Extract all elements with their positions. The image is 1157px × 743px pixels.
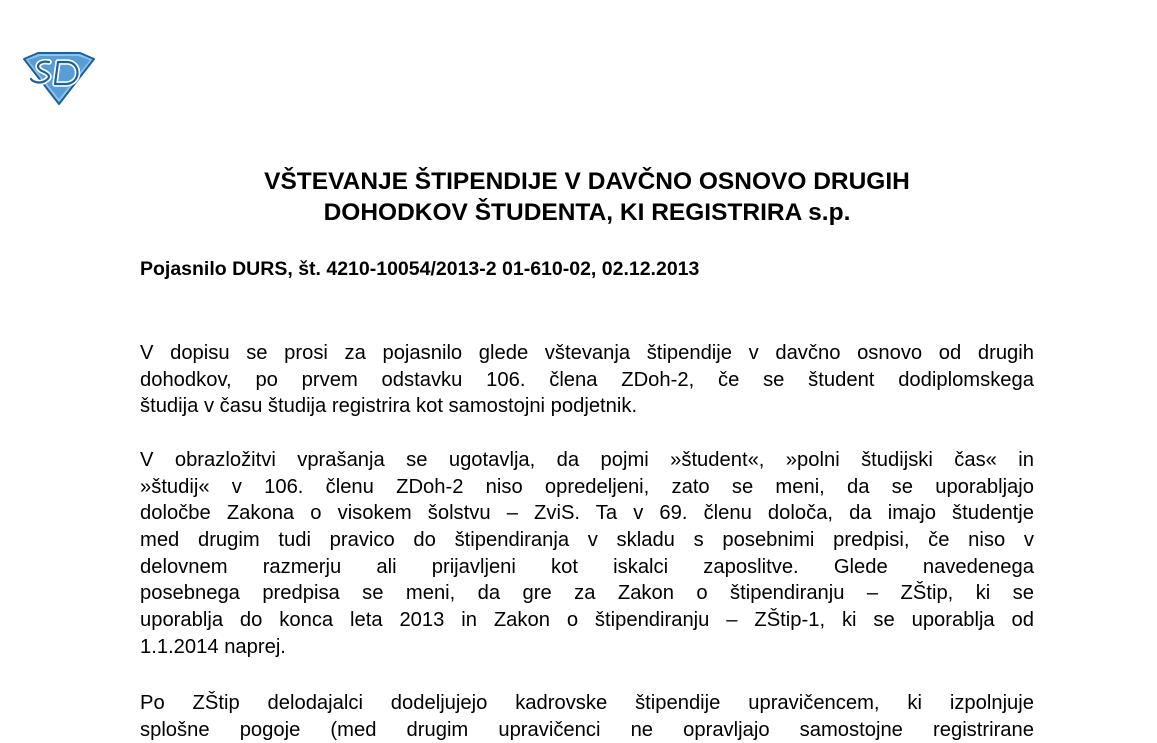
text-line: določbe Zakona o visokem šolstvu – ZviS. Ta v 69. členu določa, da imajo študentje: [140, 502, 1034, 525]
text-line: Po ZŠtip delodajalci dodeljujejo kadrovske štipendije upravičencem, ki izpolnjuje: [140, 692, 1034, 714]
text-line: uporablja do konca leta 2013 in Zakon o štipendiranju – ZŠtip-1, ki se uporablja od: [140, 609, 1034, 632]
title-line: VŠTEVANJE ŠTIPENDIJE V DAVČNO OSNOVO DRUGIH: [264, 168, 910, 195]
paragraph-3: [140, 690, 1034, 743]
text-line: V obrazložitvi vprašanja se ugotavlja, da pojmi »študent«, »polni študijski čas« in: [140, 449, 1034, 471]
document-title: [140, 166, 1034, 228]
text-line: splošne pogoje (med drugim upravičenci ne opravljajo samostojne registrirane: [140, 718, 1034, 741]
document-reference: Pojasnilo DURS, št. 4210-10054/2013-2 01-610-02, 02.12.2013: [140, 258, 700, 280]
paragraph-1: [140, 340, 1034, 420]
text-line: 1.1.2014 naprej.: [140, 635, 286, 658]
paragraph-2: [140, 447, 1034, 661]
text-line: V dopisu se prosi za pojasnilo glede vštevanja štipendije v davčno osnovo od drugih: [140, 342, 1034, 364]
text-line: posebnega predpisa se meni, da gre za Zakon o štipendiranju – ZŠtip, ki se: [140, 582, 1034, 605]
text-line: študija v času študija registrira kot samostojni podjetnik.: [140, 395, 638, 418]
text-line: med drugim tudi pravico do štipendiranja v skladu s posebnimi predpisi, če niso v: [140, 529, 1034, 552]
title-line: DOHODKOV ŠTUDENTA, KI REGISTRIRA s.p.: [323, 199, 851, 226]
sd-logo-emblem: [22, 50, 96, 106]
text-line: delovnem razmerju ali prijavljeni kot iskalci zaposlitve. Glede navedenega: [140, 555, 1034, 578]
text-line: dohodkov, po prvem odstavku 106. člena ZDoh-2, če se študent dodiplomskega: [140, 368, 1034, 391]
text-line: »študij« v 106. členu ZDoh-2 niso opredeljeni, zato se meni, da se uporabljajo: [140, 475, 1034, 498]
sd-logo: [22, 50, 96, 106]
